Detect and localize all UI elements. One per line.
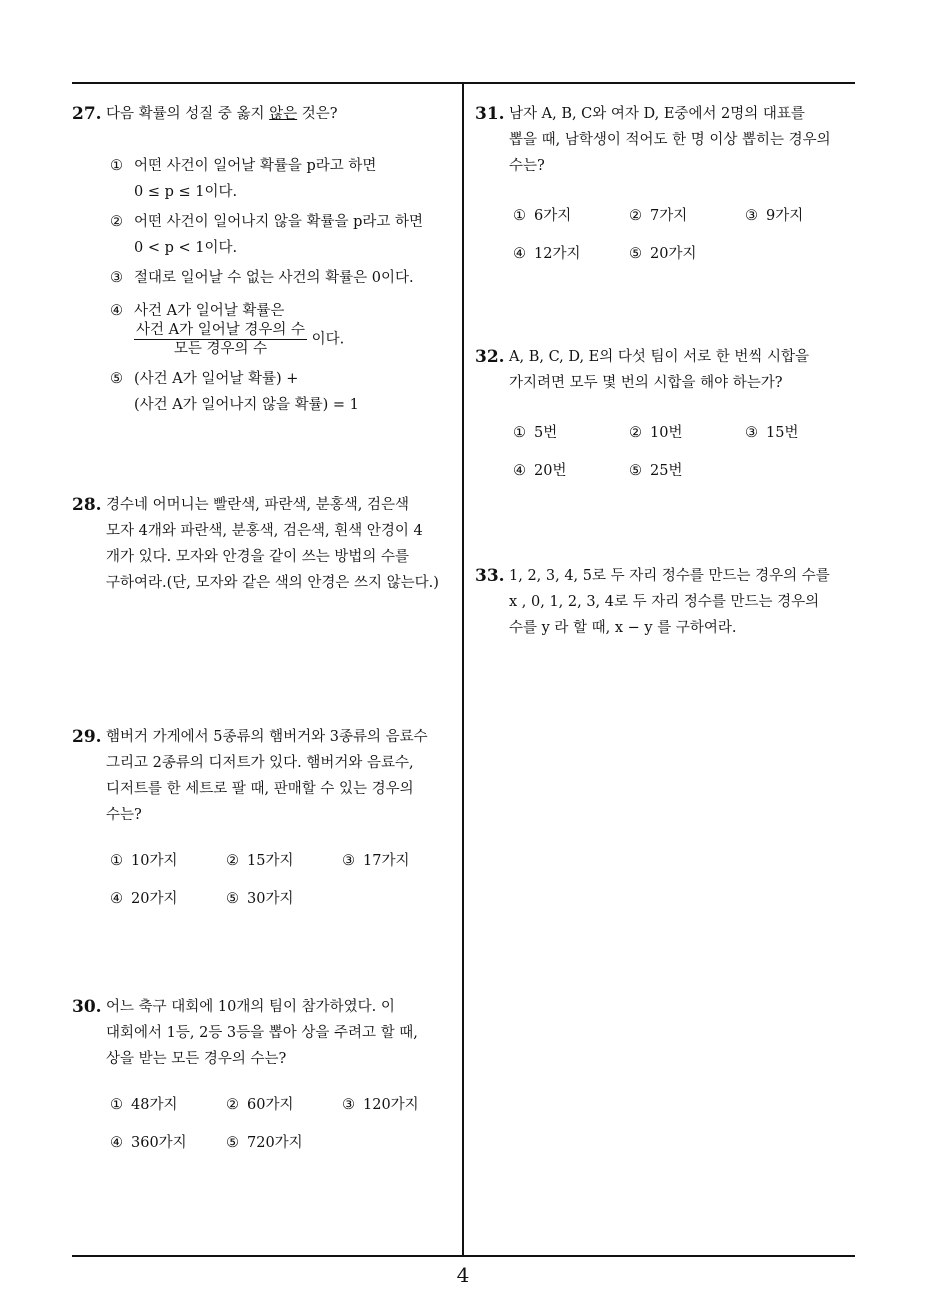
underlined-word: 않은 [269,106,298,122]
options-row-1 [110,848,457,886]
options-row-1 [513,203,855,241]
options-row-2 [110,886,457,924]
bottom-rule [72,1255,855,1257]
option-2[interactable]: ② 7가지 [629,208,688,224]
question-number: 28. [72,495,102,515]
option-2[interactable]: ② 10번 [629,425,683,441]
question-number: 29. [72,727,102,747]
option-5[interactable]: ⑤ 30가지 [226,891,294,907]
question-32 [475,344,855,496]
question-30 [72,994,457,1168]
options-row-2 [513,241,855,279]
question-31 [475,101,855,279]
option-4[interactable]: ④ 20가지 [110,891,178,907]
question-33 [475,563,855,641]
question-text: 경수네 어머니는 빨란색, 파란색, 분홍색, 검은색 모자 4개와 파란색, 분홍색, 검은색, 흰색 안경이 4 개가 있다. 모자와 안경을 같이 쓰는 방법의 수를 구하여라.(단, 모자와 같은 색의 안경은 쓰지 않는다.) [106,497,439,591]
option-2[interactable]: ② 60가지 [226,1097,294,1113]
choice-1[interactable]: ① 어떤 사건이 일어날 확률을 p라고 하면 0 ≤ p ≤ 1이다. [110,158,377,200]
question-number: 33. [475,566,505,586]
option-5[interactable]: ⑤ 720가지 [226,1135,303,1151]
choice-3[interactable]: ③ 절대로 일어날 수 없는 사건의 확률은 0이다. [110,270,414,286]
option-1[interactable]: ① 5번 [513,425,558,441]
question-text: 1, 2, 3, 4, 5로 두 자리 정수를 만드는 경우의 수를 x , 0, 1, 2, 3, 4로 두 자리 정수를 만드는 경우의 수를 y 라 할 때, x − y 를 구하여라. [509,568,830,636]
option-3[interactable]: ③ 120가지 [342,1097,419,1113]
choice-2[interactable]: ② 어떤 사건이 일어나지 않을 확률을 p라고 하면 0 < p < 1이다. [110,214,424,256]
option-3[interactable]: ③ 15번 [745,425,799,441]
question-28 [72,492,457,596]
options-row-1 [513,420,855,458]
option-4[interactable]: ④ 12가지 [513,246,581,262]
question-29 [72,724,457,924]
option-3[interactable]: ③ 17가지 [342,853,410,869]
question-text: 다음 확률의 성질 중 옳지 않은 것은? [106,106,338,122]
options-row-1 [110,1092,457,1130]
fraction: $\frac{\text{사건 A가 일어날 경우의 수}}{\text{모든 경우의 수}}$ [136,322,305,357]
question-text: 햄버거 가게에서 5종류의 햄버거와 3종류의 음료수 그리고 2종류의 디저트가 있다. 햄버거와 음료수, 디저트를 한 세트로 팔 때, 판매할 수 있는 경우의 수는? [106,729,428,823]
question-number: 32. [475,347,505,367]
option-2[interactable]: ② 15가지 [226,853,294,869]
question-27 [72,101,457,418]
question-number: 27. [72,104,102,124]
question-number: 31. [475,104,505,124]
options-row-2 [110,1130,457,1168]
option-4[interactable]: ④ 20번 [513,463,567,479]
option-1[interactable]: ① 6가지 [513,208,572,224]
choice-4[interactable]: ④ 사건 A가 일어날 확률은 $\frac{\text{사건 A가 일어날 경우의 수}}{\text{모든 경우의 수}}$ 이다. [110,303,345,357]
page-number: 4 [456,1263,470,1287]
options-row-2 [513,458,855,496]
option-3[interactable]: ③ 9가지 [745,208,804,224]
option-1[interactable]: ① 10가지 [110,853,178,869]
option-5[interactable]: ⑤ 20가지 [629,246,697,262]
column-divider [462,82,464,1256]
question-number: 30. [72,997,102,1017]
question-text: A, B, C, D, E의 다섯 팀이 서로 한 번씩 시합을 가지려면 모두 몇 번의 시합을 해야 하는가? [509,349,810,391]
option-5[interactable]: ⑤ 25번 [629,463,683,479]
top-rule [72,82,855,84]
option-1[interactable]: ① 48가지 [110,1097,178,1113]
option-4[interactable]: ④ 360가지 [110,1135,187,1151]
question-text: 남자 A, B, C와 여자 D, E중에서 2명의 대표를 뽑을 때, 남학생이 적어도 한 명 이상 뽑히는 경우의 수는? [509,106,831,174]
question-text: 어느 축구 대회에 10개의 팀이 참가하였다. 이 대회에서 1등, 2등 3등을 뽑아 상을 주려고 할 때, 상을 받는 모든 경우의 수는? [106,999,418,1067]
choice-5[interactable]: ⑤ (사건 A가 일어날 확률) + (사건 A가 일어나지 않을 확률) = 1 [110,371,359,413]
